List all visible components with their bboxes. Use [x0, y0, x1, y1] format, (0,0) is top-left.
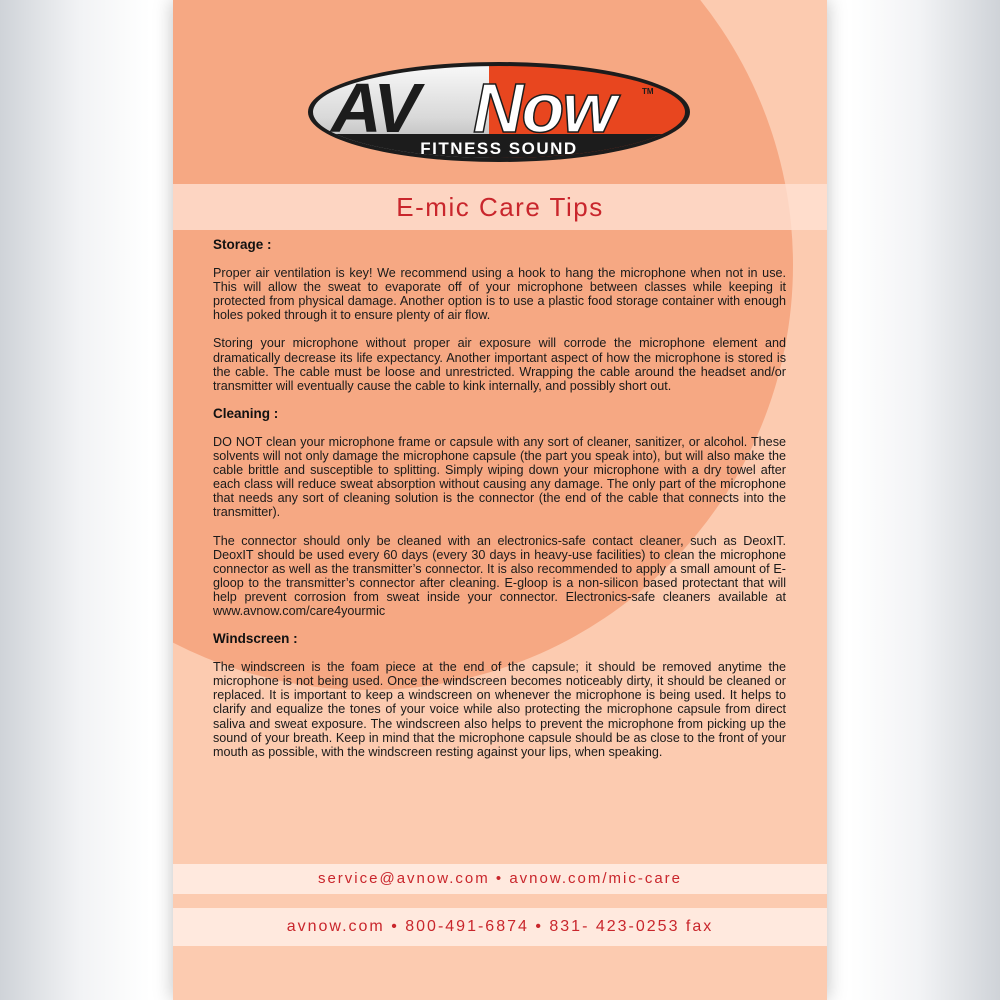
care-card [173, 0, 827, 1000]
footer-contact-line: service@avnow.com • avnow.com/mic-care [317, 870, 683, 887]
tips-content [213, 238, 786, 773]
logo-trademark: TM [642, 87, 654, 96]
cleaning-heading: Cleaning : [213, 405, 279, 421]
cleaning-paragraph-1: DO NOT clean your microphone frame or capsule with any sort of cleaner, sanitizer, or alcohol. These solvents will not only damage the microphone capsule (the part you speak into), but will also make the cable brittle and susceptible to splitting. Simply wiping down your microphone with a dry towel after each class will reduce sweat absorption without causing any damage. The only part of the microphone that needs any sort of cleaning solution is the connector (the end of the cable that connects into the transmitter). [213, 434, 786, 520]
cleaning-paragraph-2: The connector should only be cleaned with an electronics-safe contact cleaner, such as DeoxIT. DeoxIT should be used every 60 days (every 30 days in heavy-use facilities) to clean the microphone connector as well as the transmitter’s connector. It is also recommended to apply a small amount of E-gloop to the transmitter’s connector after cleaning. E-gloop is a non-silicon based protectant that will help prevent corrosion from sweat inside your connector. Electronics-safe cleaners available at www.avnow.com/care4yourmic [213, 533, 786, 618]
footer-phone-line: avnow.com • 800-491-6874 • 831- 423-0253 fax [286, 918, 714, 935]
avnow-logo [305, 60, 693, 164]
windscreen-heading: Windscreen : [213, 631, 298, 647]
storage-heading: Storage : [213, 237, 272, 252]
storage-paragraph-2: Storing your microphone without proper air exposure will corrode the microphone element and dramatically decrease its life expectancy. Another important aspect of how the microphone is stored is the cable. The cable must be loose and unrestricted. Wrapping the cable around the headset and/or transmitter will eventually cause the cable to kink internally, and possibly short out. [213, 336, 786, 393]
logo-now-text: Now [473, 69, 615, 147]
logo-tagline: FITNESS SOUND [420, 139, 578, 158]
windscreen-paragraph-1: The windscreen is the foam piece at the end of the capsule; it should be removed anytime the microphone is not being used. Once the windscreen becomes noticeably dirty, it should be cleaned or replaced. It is important to keep a windscreen on whenever the microphone is being used. It helps to clarify and equalize the tones of your voice while also protecting the microphone capsule from direct saliva and sweat exposure. The windscreen also helps to prevent the microphone from picking up the sound of your breath. Keep in mind that the microphone capsule should be as close to the front of your mouth as possible, with the windscreen resting against your lips, when speaking. [213, 660, 786, 759]
page-title: E-mic Care Tips [396, 192, 604, 222]
storage-paragraph-1: Proper air ventilation is key! We recommend using a hook to hang the microphone when not in use. This will allow the sweat to evaporate off of your microphone between classes while keeping it protected from physical damage. Another option is to use a plastic food storage container with enough holes poked through it to ensure plenty of air flow. [213, 266, 786, 323]
logo-av-text: AV [331, 69, 418, 147]
